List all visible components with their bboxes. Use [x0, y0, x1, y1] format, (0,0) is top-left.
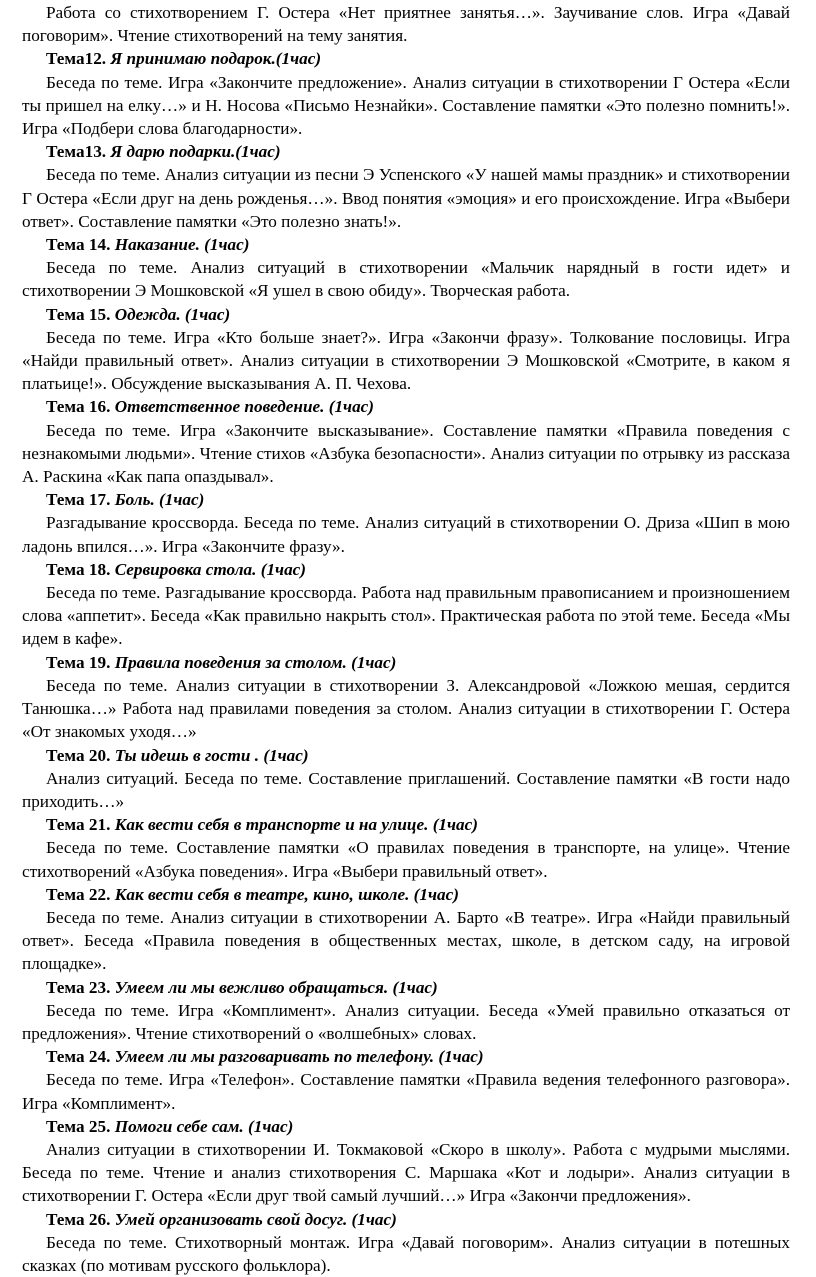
topic-body: Беседа по теме. Анализ ситуации из песни Э Успенского «У нашей мамы праздник» и стихотворении Г Остера «Если друг на день рожденья…». Ввод понятия «эмоция» и его происхождение. Игра «Выбери ответ». Составление памятки «Это полезно знать!». — [22, 165, 790, 231]
topic-number: Тема 20. — [46, 745, 111, 765]
topic-number: Тема 16. — [46, 397, 111, 417]
topic-body: Анализ ситуации в стихотворении И. Токмаковой «Скоро в школу». Работа с мудрыми мыслями. Беседа по теме. Чтение и анализ стихотворения С. Маршака «Кот и лодыри». Анализ ситуации в стихотворении Г. Остера «Если друг твой самый лучший…» Игра «Закончи предложения». — [22, 1139, 790, 1206]
topic-body: Анализ ситуаций. Беседа по теме. Составление приглашений. Составление памятки «В гости надо приходить…» — [22, 768, 790, 811]
topic-body: Беседа по теме. Игра «Телефон». Составление памятки «Правила ведения телефонного разговора». Игра «Комплимент». — [22, 1070, 790, 1113]
topic-number: Тема13. — [46, 142, 107, 162]
topic-body: Беседа по теме. Разгадывание кроссворда. Работа над правильным правописанием и произношением слова «аппетит». Беседа «Как правильно накрыть стол». Практическая работа по этой теме. Беседа «Мы идем в кафе». — [22, 583, 790, 649]
topic-heading — [22, 976, 790, 999]
topic-title: Умеем ли мы вежливо обращаться. (1час) — [114, 977, 438, 997]
topic-heading — [22, 303, 790, 326]
topic-body: Беседа по теме. Составление памятки «О правилах поведения в транспорте, на улице». Чтение стихотворений «Азбука поведения». Игра «Выбери правильный ответ». — [22, 838, 790, 881]
topic-body: Беседа по теме. Игра «Закончите предложение». Анализ ситуации в стихотворении Г Остера «Если ты пришел на елку…» и Н. Носова «Письмо Незнайки». Составление памятки «Это полезно помнить!». Игра «Подбери слова благодарности». — [22, 72, 790, 139]
topic-title: Сервировка стола. (1час) — [114, 559, 307, 579]
topic-title: Боль. (1час) — [114, 490, 205, 510]
topic-number: Тема12. — [46, 49, 107, 69]
topic-heading — [22, 1115, 790, 1138]
topic-number: Тема 24. — [46, 1047, 111, 1067]
topic-title: Ответственное поведение. (1час) — [114, 397, 375, 417]
topic-number: Тема 19. — [46, 652, 111, 672]
topic-number: Тема 17. — [46, 490, 111, 510]
topic-title: Ты идешь в гости . (1час) — [114, 745, 309, 765]
topic-title: Наказание. (1час) — [114, 235, 250, 255]
topic-body: Беседа по теме. Анализ ситуаций в стихотворении «Мальчик нарядный в гости идет» и стихотворении Э Мошковской «Я ушел в свою обиду». Творческая работа. — [22, 258, 790, 301]
topic-title: Как вести себя в транспорте и на улице. (1час) — [114, 815, 478, 835]
topic-heading — [22, 813, 790, 836]
topic-number: Тема 26. — [46, 1209, 111, 1229]
topic-number: Тема 18. — [46, 559, 111, 579]
intro-paragraph: Работа со стихотворением Г. Остера «Нет приятнее занятья…». Заучивание слов. Игра «Давай поговорим». Чтение стихотворений на тему занятия. — [22, 3, 790, 46]
topic-title: Я дарю подарки.(1час) — [110, 142, 281, 162]
topic-body: Разгадывание кроссворда. Беседа по теме. Анализ ситуаций в стихотворении О. Дриза «Шип в мою ладонь впился…». Игра «Закончите фразу». — [22, 513, 790, 556]
topic-number: Тема 23. — [46, 977, 111, 997]
topic-body: Беседа по теме. Анализ ситуации в стихотворении З. Александровой «Ложкою мешая, сердится Танюшка…» Работа над правилами поведения за столом. Анализ ситуации в стихотворении Г. Остера «От знакомых уходя…» — [22, 675, 790, 742]
topic-body: Беседа по теме. Игра «Кто больше знает?». Игра «Закончи фразу». Толкование пословицы. Игра «Найди правильный ответ». Анализ ситуации в стихотворении Э Мошковской «Смотрите, в каком я платьице!». Обсуждение высказывания А. П. Чехова. — [22, 327, 790, 394]
topic-title: Умей организовать свой досуг. (1час) — [114, 1209, 397, 1229]
topic-heading — [22, 558, 790, 581]
topic-title: Как вести себя в театре, кино, школе. (1час) — [114, 884, 459, 904]
topic-body: Беседа по теме. Игра «Комплимент». Анализ ситуации. Беседа «Умей правильно отказаться от предложения». Чтение стихотворений о «волшебных» словах. — [22, 1000, 790, 1043]
topic-heading — [22, 744, 790, 767]
topic-title: Помоги себе сам. (1час) — [114, 1116, 294, 1136]
topic-heading — [22, 395, 790, 418]
topic-body: Беседа по теме. Стихотворный монтаж. Игра «Давай поговорим». Анализ ситуации в потешных сказках (по мотивам русского фольклора). — [22, 1232, 790, 1275]
topic-number: Тема 21. — [46, 815, 111, 835]
topic-heading — [22, 883, 790, 906]
topic-heading — [22, 488, 790, 511]
topic-title: Правила поведения за столом. (1час) — [114, 652, 397, 672]
topic-title: Я принимаю подарок.(1час) — [110, 49, 322, 69]
topic-title: Одежда. (1час) — [114, 304, 231, 324]
topic-number: Тема 15. — [46, 304, 111, 324]
topic-heading — [22, 1045, 790, 1068]
topic-number: Тема 22. — [46, 884, 111, 904]
topic-heading — [22, 47, 790, 70]
topic-heading — [22, 1208, 790, 1231]
topic-heading — [22, 233, 790, 256]
topic-body: Беседа по теме. Анализ ситуации в стихотворении А. Барто «В театре». Игра «Найди правильный ответ». Беседа «Правила поведения в общественных местах, школе, в детском саду, на игровой площадке». — [22, 907, 790, 974]
topic-heading — [22, 651, 790, 674]
topic-number: Тема 25. — [46, 1116, 111, 1136]
topic-number: Тема 14. — [46, 235, 111, 255]
topic-heading — [22, 140, 790, 163]
topic-body: Беседа по теме. Игра «Закончите высказывание». Составление памятки «Правила поведения с незнакомыми людьми». Чтение стихов «Азбука безопасности». Анализ ситуации по отрывку из рассказа А. Раскина «Как папа опаздывал». — [22, 420, 790, 487]
topic-title: Умеем ли мы разговаривать по телефону. (1час) — [114, 1047, 484, 1067]
